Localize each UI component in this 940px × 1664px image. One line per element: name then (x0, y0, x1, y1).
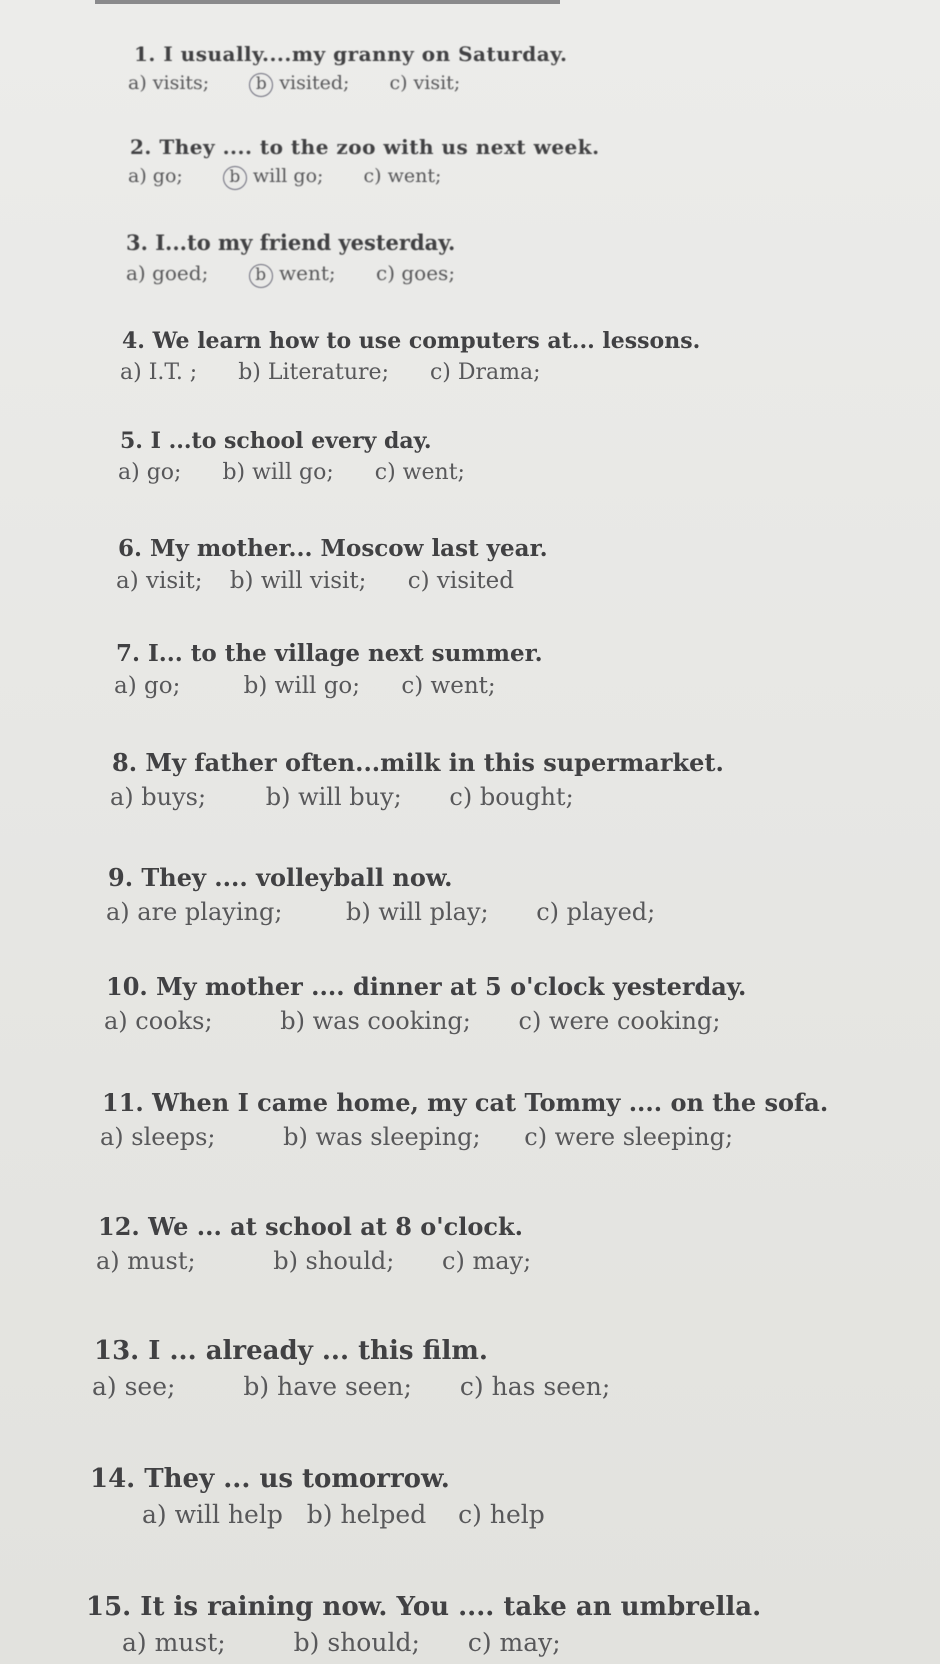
option-c: c) has seen; (459, 1372, 611, 1401)
option-a: a) go; (128, 165, 183, 187)
option-b: b) helped (306, 1500, 427, 1529)
pen-circle-mark: b (223, 166, 247, 190)
option-a: a) will help (142, 1500, 283, 1529)
option-b: b) was sleeping; (283, 1123, 481, 1151)
option-b: b) should; (273, 1247, 395, 1275)
option-b: b) will play; (346, 898, 489, 926)
option-c: c) were sleeping; (524, 1123, 734, 1151)
option-b: b) was cooking; (280, 1007, 471, 1035)
option-a: a) buys; (110, 783, 207, 811)
options-row (114, 673, 916, 699)
options-row (110, 783, 912, 811)
option-c: c) went; (401, 673, 496, 699)
option-a: a) must; (122, 1628, 226, 1657)
option-b: b) will go; (243, 673, 361, 699)
option-a: a) sleeps; (100, 1123, 216, 1151)
options-row (120, 360, 922, 385)
question-text: 11. When I came home, my cat Tommy .... on the sofa. (102, 1088, 829, 1117)
pen-circle-mark: b (249, 264, 273, 288)
question-text: 9. They .... volleyball now. (108, 863, 453, 892)
question-text: 12. We ... at school at 8 o'clock. (98, 1212, 523, 1241)
question-2 (130, 135, 930, 190)
option-c: c) goes; (376, 261, 456, 285)
options-row (128, 165, 930, 190)
options-row (128, 72, 934, 97)
options-row (106, 898, 908, 926)
question-11 (102, 1088, 902, 1151)
question-text: 5. I ...to school every day. (120, 428, 432, 454)
option-c: c) went; (374, 460, 465, 485)
question-text: 15. It is raining now. You .... take an umbrella. (86, 1592, 762, 1622)
option-a: a) goed; (126, 261, 209, 285)
options-row (142, 1500, 890, 1529)
question-text: 8. My father often...milk in this supermarket. (112, 748, 724, 777)
question-text: 2. They .... to the zoo with us next week. (130, 135, 600, 159)
option-a: a) must; (96, 1247, 196, 1275)
option-c: c) may; (467, 1628, 561, 1657)
question-9 (108, 863, 908, 926)
options-row (116, 568, 918, 594)
question-text: 1. I usually....my granny on Saturday. (134, 42, 568, 66)
question-10 (106, 972, 906, 1035)
options-row (118, 460, 920, 485)
question-5 (120, 428, 920, 485)
option-c: c) may; (442, 1247, 532, 1275)
question-text: 6. My mother... Moscow last year. (118, 535, 548, 562)
option-c: c) played; (536, 898, 656, 926)
option-a: a) visits; (128, 72, 210, 94)
options-row (92, 1372, 894, 1401)
question-7 (116, 640, 916, 699)
option-a: a) are playing; (106, 898, 283, 926)
option-c: c) visit; (389, 72, 461, 94)
question-text: 7. I... to the village next summer. (116, 640, 543, 667)
question-14 (90, 1464, 890, 1529)
question-6 (118, 535, 918, 594)
options-row (100, 1123, 902, 1151)
pen-circle-mark: b (249, 73, 273, 97)
option-b: b) have seen; (243, 1372, 412, 1401)
option-c: c) bought; (449, 783, 574, 811)
options-row (104, 1007, 906, 1035)
question-text: 14. They ... us tomorrow. (90, 1464, 450, 1494)
option-a: a) see; (92, 1372, 176, 1401)
question-12 (98, 1212, 898, 1275)
option-b-circled (249, 72, 349, 97)
option-b: b) Literature; (238, 360, 389, 385)
option-a: a) go; (114, 673, 181, 699)
question-4 (122, 328, 922, 385)
option-c: c) were cooking; (518, 1007, 721, 1035)
question-3 (126, 230, 926, 288)
question-13 (94, 1336, 894, 1401)
options-row (122, 1628, 886, 1657)
option-b: b) should; (293, 1628, 420, 1657)
option-b: b) will go; (222, 460, 334, 485)
question-text: 3. I...to my friend yesterday. (126, 230, 456, 255)
option-b-circled (223, 165, 324, 190)
question-15 (86, 1592, 886, 1657)
option-c: c) Drama; (429, 360, 541, 385)
options-row (96, 1247, 898, 1275)
option-b: b) will visit; (229, 568, 367, 594)
option-rest-text: went; (279, 261, 336, 285)
option-a: a) I.T. ; (120, 360, 198, 385)
option-c: c) help (458, 1500, 545, 1529)
question-1 (128, 42, 934, 97)
options-row (126, 261, 926, 288)
option-b-circled (249, 261, 336, 288)
question-8 (112, 748, 912, 811)
option-b: b) will buy; (265, 783, 402, 811)
question-text: 13. I ... already ... this film. (94, 1336, 488, 1366)
option-c: c) went; (363, 165, 442, 187)
option-c: c) visited (407, 568, 514, 594)
question-text: 10. My mother .... dinner at 5 o'clock yesterday. (106, 972, 747, 1001)
question-text: 4. We learn how to use computers at... lessons. (122, 328, 701, 354)
option-rest-text: will go; (252, 165, 324, 187)
option-rest-text: visited; (279, 72, 350, 94)
top-rule (95, 0, 560, 4)
option-a: a) visit; (116, 568, 203, 594)
option-a: a) go; (118, 460, 182, 485)
option-a: a) cooks; (104, 1007, 213, 1035)
